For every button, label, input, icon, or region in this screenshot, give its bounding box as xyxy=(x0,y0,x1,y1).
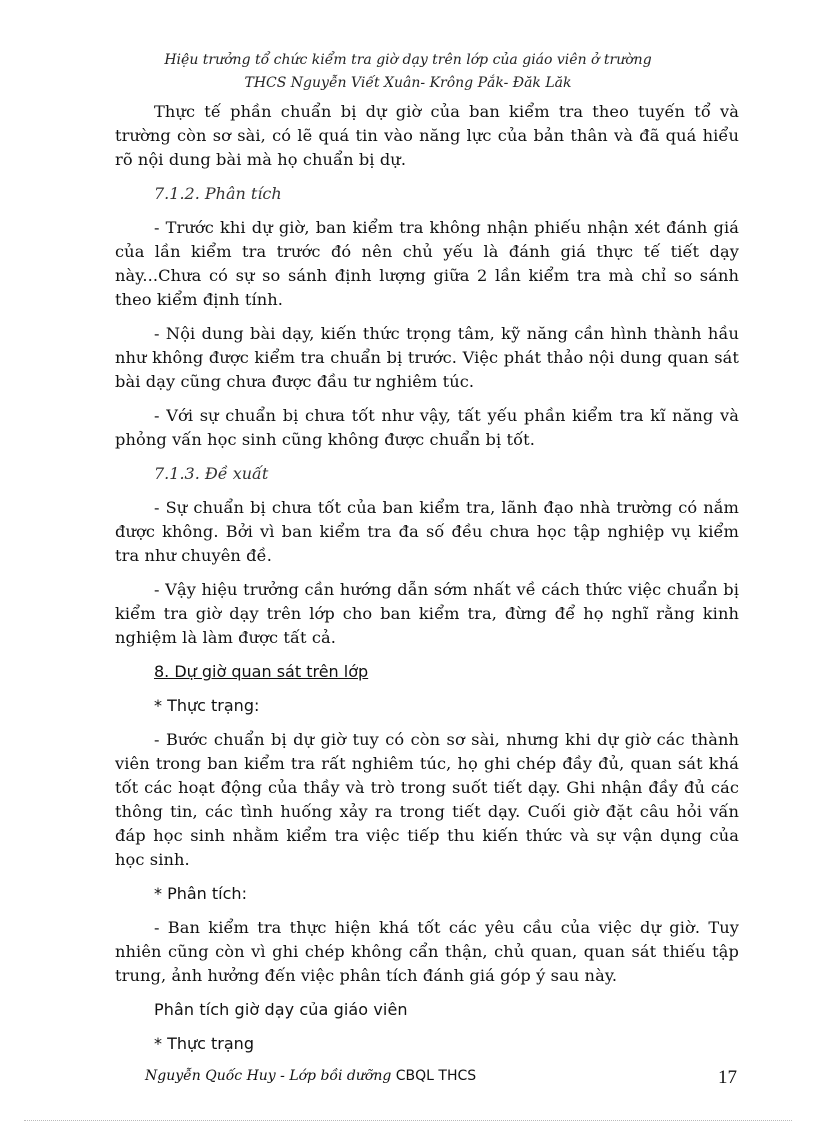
paragraph-proposal-1: - Sự chuẩn bị chưa tốt của ban kiểm tra, lãnh đạo nhà trường có nắm được không. Bởi vì ban kiểm tra đa số đều chưa học tập nghiệp vụ kiểm tra như chuyên đề. xyxy=(115,498,739,565)
bottom-dotted-rule xyxy=(24,1120,792,1121)
paragraph-analysis-2: - Nội dung bài dạy, kiến thức trọng tâm, kỹ năng cần hình thành hầu như không được kiểm tra chuẩn bị trước. Việc phát thảo nội dung quan sát bài dạy cũng chưa được đầu tư nghiêm túc. xyxy=(115,324,739,391)
page-body xyxy=(115,100,739,1066)
footer-author xyxy=(145,1068,476,1084)
paragraph-proposal-2: - Vậy hiệu trưởng cần hướng dẫn sớm nhất về cách thức việc chuẩn bị kiểm tra giờ dạy trên lớp cho ban kiểm tra, đừng để họ nghĩ rằng kinh nghiệm là làm được tất cả. xyxy=(115,580,739,647)
paragraph-analysis-3: - Với sự chuẩn bị chưa tốt như vậy, tất yếu phần kiểm tra kĩ năng và phỏng vấn học sinh cũng không được chuẩn bị tốt. xyxy=(115,406,739,449)
label-status: * Thực trạng: xyxy=(154,696,260,715)
footer-course: CBQL THCS xyxy=(395,1068,477,1084)
label-status-2: * Thực trạng xyxy=(154,1034,254,1053)
paragraph-analysis-1: - Trước khi dự giờ, ban kiểm tra không nhận phiếu nhận xét đánh giá của lần kiểm tra trước đó nên chủ yếu là đánh giá thực tế tiết dạy này...Chưa có sự so sánh định lượng giữa 2 lần kiểm tra mà chỉ so sánh theo kiểm định tính. xyxy=(115,218,739,309)
paragraph-analysis-observation: - Ban kiểm tra thực hiện khá tốt các yêu cầu của việc dự giờ. Tuy nhiên cũng còn vì ghi chép không cẩn thận, chủ quan, quan sát thiếu tập trung, ảnh hưởng đến việc phân tích đánh giá góp ý sau này. xyxy=(115,918,739,985)
heading-teacher-lesson-analysis: Phân tích giờ dạy của giáo viên xyxy=(154,1000,408,1019)
page-number: 17 xyxy=(718,1067,737,1088)
section-heading-8: 8. Dự giờ quan sát trên lớp xyxy=(154,662,369,681)
label-analysis: * Phân tích: xyxy=(154,884,247,903)
running-header-line-2: THCS Nguyễn Viết Xuân- Krông Pắk- Đăk Lăk xyxy=(244,75,572,91)
paragraph-status: - Bước chuẩn bị dự giờ tuy có còn sơ sài, nhưng khi dự giờ các thành viên trong ban kiểm tra rất nghiêm túc, họ ghi chép đầy đủ, quan sát khá tốt các hoạt động của thầy và trò trong suốt tiết dạy. Ghi nhận đầy đủ các thông tin, các tình huống xảy ra trong tiết dạy. Cuối giờ đặt câu hỏi vấn đáp học sinh nhằm kiểm tra việc tiếp thu kiến thức và sự vận dụng của học sinh. xyxy=(115,730,739,869)
paragraph-intro: Thực tế phần chuẩn bị dự giờ của ban kiểm tra theo tuyến tổ và trường còn sơ sài, có lẽ quá tin vào năng lực của bản thân và đã quá hiểu rõ nội dung bài mà họ chuẩn bị dự. xyxy=(115,102,739,169)
subsection-heading-analysis: 7.1.2. Phân tích xyxy=(154,184,282,203)
subsection-heading-proposal: 7.1.3. Đề xuất xyxy=(154,464,269,483)
footer-author-name: Nguyễn Quốc Huy - Lớp bồi dưỡng xyxy=(145,1068,392,1084)
running-header-line-1: Hiệu trưởng tổ chức kiểm tra giờ dạy trên lớp của giáo viên ở trường xyxy=(164,52,652,68)
page-footer xyxy=(145,1068,745,1094)
